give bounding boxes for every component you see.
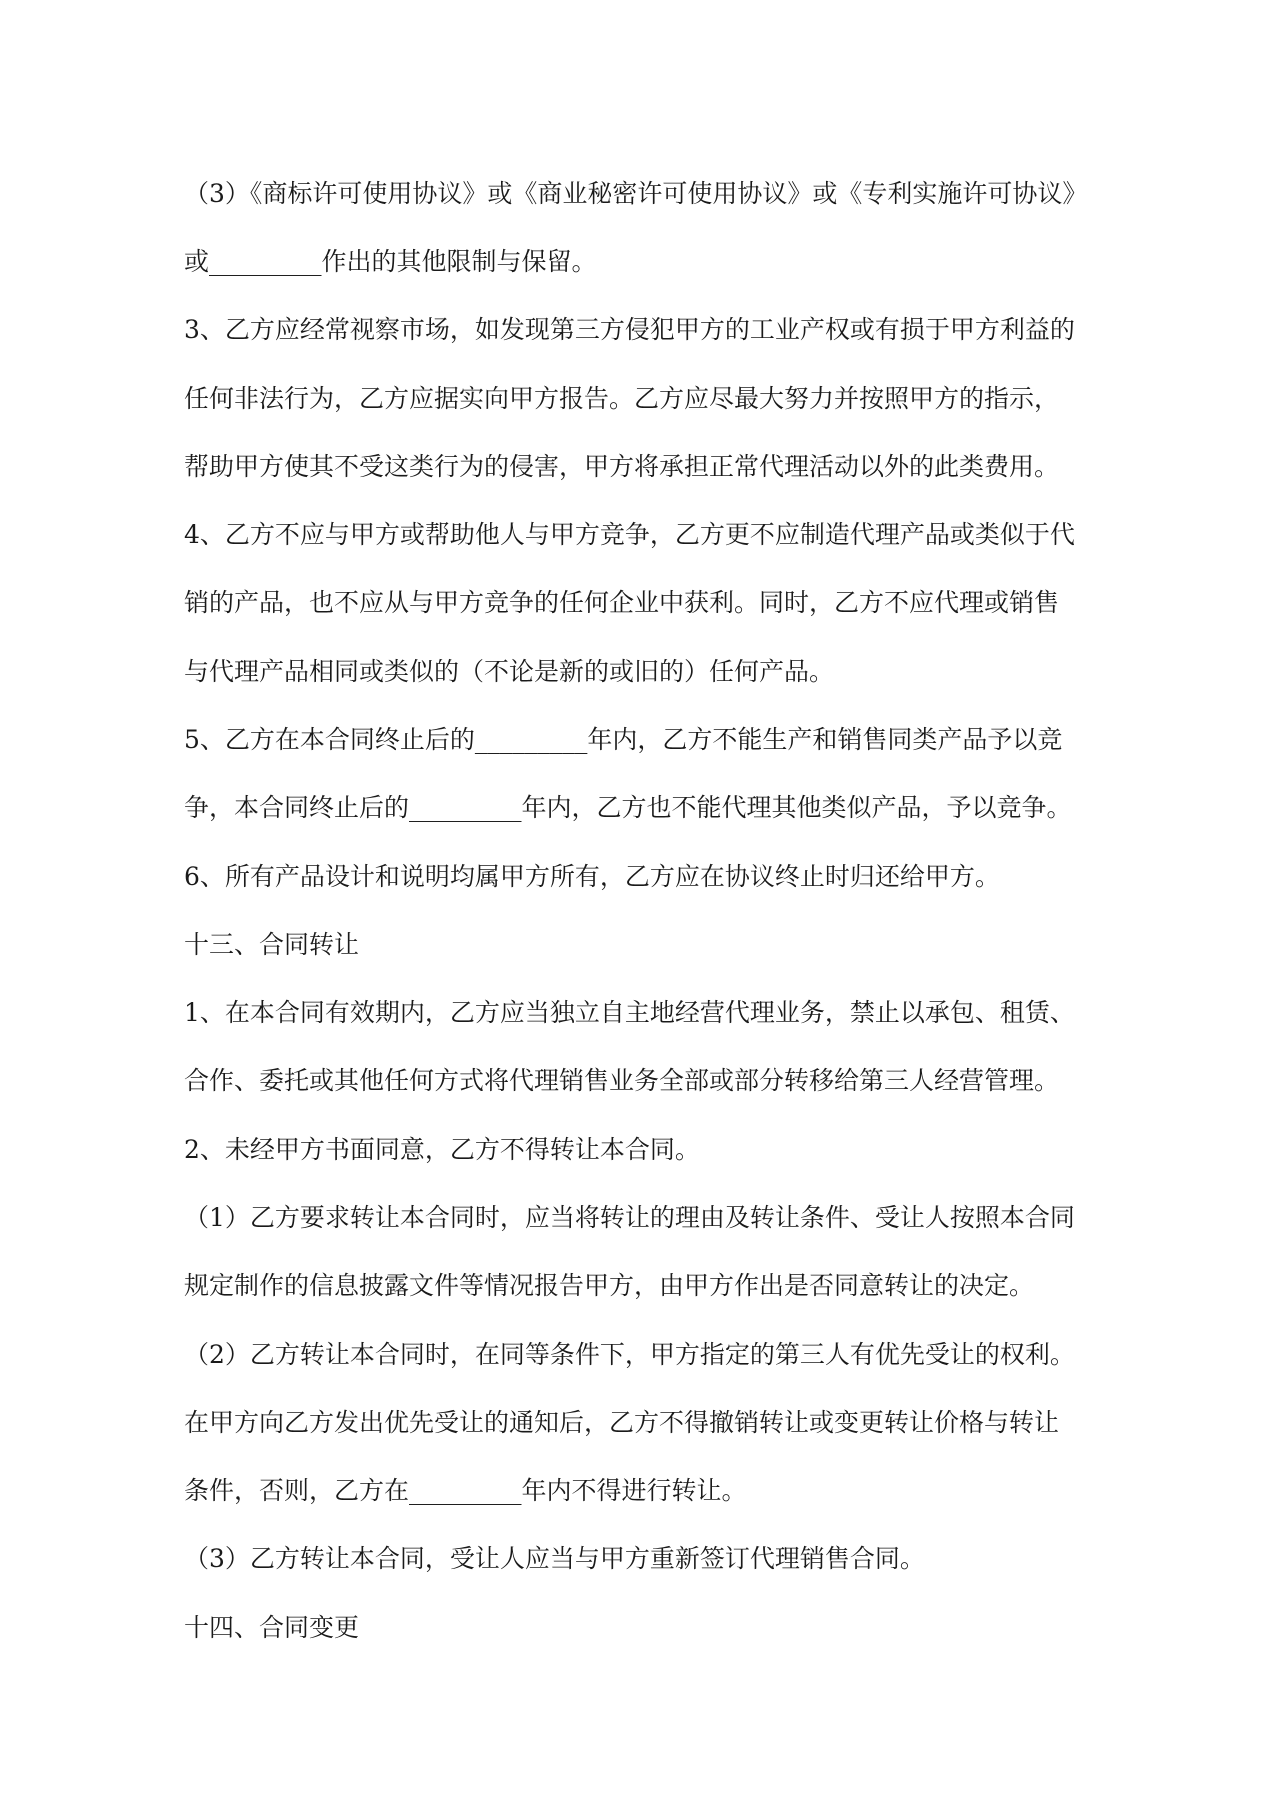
clause-12-4-line-3: 与代理产品相同或类似的（不论是新的或旧的）任何产品。 bbox=[184, 657, 835, 686]
clause-13-2: 2、未经甲方书面同意，乙方不得转让本合同。 bbox=[184, 1135, 700, 1164]
clause-13-2-3: （3）乙方转让本合同，受让人应当与甲方重新签订代理销售合同。 bbox=[184, 1544, 925, 1573]
clause-13-1-line-2: 合作、委托或其他任何方式将代理销售业务全部或部分转移给第三人经营管理。 bbox=[184, 1066, 1060, 1095]
clause-12-5-line-2: 争，本合同终止后的_________年内，乙方也不能代理其他类似产品，予以竞争。 bbox=[184, 793, 1072, 822]
section-13-heading: 十三、合同转让 bbox=[184, 930, 360, 959]
clause-13-2-1-line-2: 规定制作的信息披露文件等情况报告甲方，由甲方作出是否同意转让的决定。 bbox=[184, 1271, 1035, 1300]
clause-12-3-line-1: 3、乙方应经常视察市场，如发现第三方侵犯甲方的工业产权或有损于甲方利益的 bbox=[184, 315, 1075, 344]
clause-12-4-line-2: 销的产品，也不应从与甲方竞争的任何企业中获利。同时，乙方不应代理或销售 bbox=[184, 588, 1060, 617]
clause-12-3-line-3: 帮助甲方使其不受这类行为的侵害，甲方将承担正常代理活动以外的此类费用。 bbox=[184, 452, 1060, 481]
clause-12-5-line-1: 5、乙方在本合同终止后的_________年内，乙方不能生产和销售同类产品予以竞 bbox=[184, 725, 1063, 754]
clause-12-4-line-1: 4、乙方不应与甲方或帮助他人与甲方竞争，乙方更不应制造代理产品或类似于代 bbox=[184, 520, 1075, 549]
clause-13-1-line-1: 1、在本合同有效期内，乙方应当独立自主地经营代理业务，禁止以承包、租赁、 bbox=[184, 998, 1075, 1027]
clause-13-2-2-line-1: （2）乙方转让本合同时，在同等条件下，甲方指定的第三人有优先受让的权利。 bbox=[184, 1340, 1075, 1369]
clause-13-2-2-line-3: 条件，否则，乙方在_________年内不得进行转让。 bbox=[184, 1476, 747, 1505]
clause-12-6: 6、所有产品设计和说明均属甲方所有，乙方应在协议终止时归还给甲方。 bbox=[184, 862, 1000, 891]
clause-12-3-line-2: 任何非法行为，乙方应据实向甲方报告。乙方应尽最大努力并按照甲方的指示， bbox=[184, 384, 1060, 413]
section-14-heading: 十四、合同变更 bbox=[184, 1613, 360, 1642]
clause-12-2-3-line-2: 或_________作出的其他限制与保留。 bbox=[184, 247, 597, 276]
clause-12-2-3-line-1: （3）《商标许可使用协议》或《商业秘密许可使用协议》或《专利实施许可协议》 bbox=[184, 179, 1088, 208]
clause-13-2-2-line-2: 在甲方向乙方发出优先受让的通知后，乙方不得撤销转让或变更转让价格与转让 bbox=[184, 1408, 1060, 1437]
clause-13-2-1-line-1: （1）乙方要求转让本合同时，应当将转让的理由及转让条件、受让人按照本合同 bbox=[184, 1203, 1075, 1232]
